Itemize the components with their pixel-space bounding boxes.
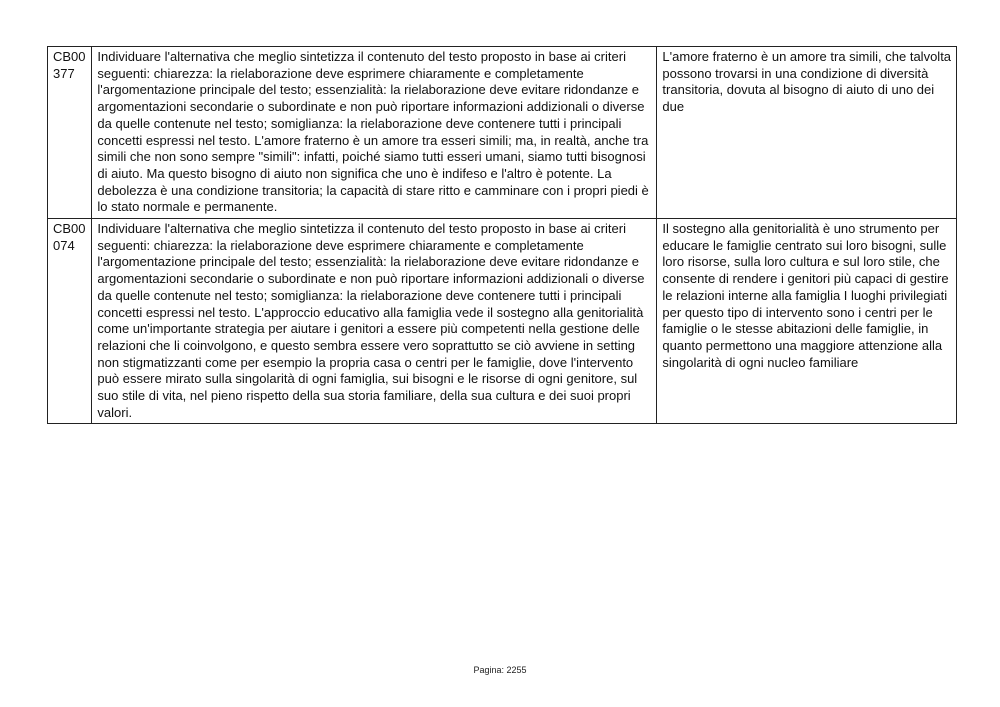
question-code: CB00377 bbox=[48, 47, 92, 219]
answer-text: L'amore fraterno è un amore tra simili, che talvolta possono trovarsi in una condizione di diversità transitoria, dovuta al bisogno di aiuto di uno dei due bbox=[657, 47, 957, 219]
question-table bbox=[47, 46, 957, 424]
question-code: CB00074 bbox=[48, 219, 92, 424]
answer-text: Il sostegno alla genitorialità è uno strumento per educare le famiglie centrato sui loro bisogni, sulle loro risorse, sulla loro cultura e sul loro stile, che consente di rendere i genitori più capaci di gestire le relazioni interne alla famiglia I luoghi privilegiati per questo tipo di intervento sono i centri per le famiglie o le stesse abitazioni delle famiglie, in quanto permettono una maggiore attenzione alla singolarità di ogni nucleo familiare bbox=[657, 219, 957, 424]
page-number: Pagina: 2255 bbox=[473, 665, 527, 675]
question-text: Individuare l'alternativa che meglio sintetizza il contenuto del testo proposto in base ai criteri seguenti: chiarezza: la rielaborazione deve esprimere chiaramente e completamente l'argomentazione principale del testo; essenzialità: la rielaborazione deve evitare ridondanze e argomentazioni secondarie o subordinate e non può riportare informazioni addizionali o diverse da quelle contenute nel testo; somiglianza: la rielaborazione deve contenere tutti i principali concetti espressi nel testo. L'amore fraterno è un amore tra esseri simili; ma, in realtà, anche tra simili che non sono sempre "simili": infatti, poiché siamo tutti esseri umani, siamo tutti bisognosi di aiuto. Ma questo bisogno di aiuto non significa che uno è indifeso e l'altro è potente. La debolezza è una condizione transitoria; la capacità di stare ritto e camminare con i propri piedi è lo stato normale e permanente. bbox=[92, 47, 657, 219]
question-text: Individuare l'alternativa che meglio sintetizza il contenuto del testo proposto in base ai criteri seguenti: chiarezza: la rielaborazione deve esprimere chiaramente e completamente l'argomentazione principale del testo; essenzialità: la rielaborazione deve evitare ridondanze e argomentazioni secondarie o subordinate e non può riportare informazioni addizionali o diverse da quelle contenute nel testo; somiglianza: la rielaborazione deve contenere tutti i principali concetti espressi nel testo. L'approccio educativo alla famiglia vede il sostegno alla genitorialità come un'importante strategia per aiutare i genitori a essere più competenti nella gestione delle relazioni che li coinvolgono, e questo sembra essere vero soprattutto se ciò avviene in setting non stigmatizzanti come per esempio la propria casa o centri per le famiglie, dove l'intervento può essere mirato sulla singolarità di ogni famiglia, sui bisogni e le risorse di ogni genitore, sul suo stile di vita, nel pieno rispetto della sua storia familiare, della sua cultura e dei suoi propri valori. bbox=[92, 219, 657, 424]
table-row bbox=[48, 219, 957, 424]
table-row bbox=[48, 47, 957, 219]
